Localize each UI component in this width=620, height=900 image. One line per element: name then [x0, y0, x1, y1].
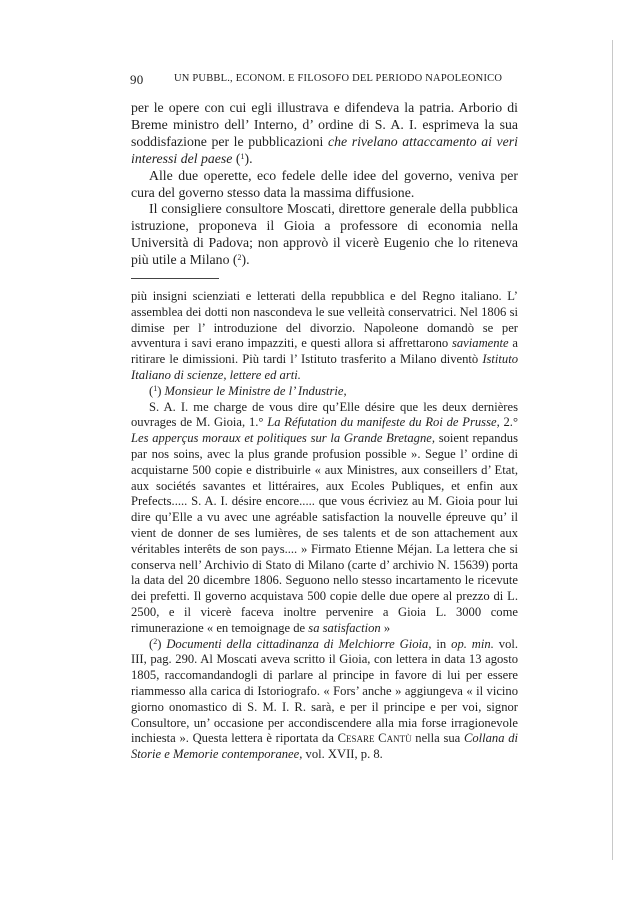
running-header [130, 72, 510, 92]
footnote-1: ($^1$) Monsieur le Ministre de l’ Industrie, [149, 383, 347, 398]
footnote-1-body: S. A. I. me charge de vous dire qu’Elle désire que les deux dernières ouvrages de M. Gioia, 1.° La Réfutation du manifeste du Roi de Prusse, 2.° Les apperçus moraux et politiques sur la Grande Bretagne, soient repandus par nos soins, avec la plus grande profusion possible ». Segue l’ ordine di acquistarne 500 copie e distribuirle « aux Ministres, aux conseillers d’ Etat, aux sociétés savantes et littéraires, aux Ecoles Publiques, et enfin aux Prefects..... S. A. I. désire encore..... que vous écriviez au M. Gioia pour lui dire qu’Elle a vu avec une agréable satisfaction la nouvelle épreuve qu’ il vient de donner de ses lumières, de ses talents et de son attachement aux véritables interêts de son pays.... » Firmato Etienne Méjan. La lettera che si conserva nell’ Archivio di Stato di Milano (carte d’ archivio N. 15639) porta la data del 20 dicembre 1806. Seguono nello stesso incartamento le ricevute dei prefetti. Il governo acquistava 500 copie delle due opere al prezzo di L. 2500, e il vicerè faceva inoltre pervenire a Gioia L. 3000 come rimunerazione « en temoignage de sa satisfaction » [131, 399, 518, 635]
author-name: Cesare Cantù [337, 731, 412, 746]
running-title: UN PUBBL., ECONOM. E FILOSOFO DEL PERIODO NAPOLEONICO [174, 73, 503, 84]
footnote-number-1: 1 [153, 383, 158, 393]
quoted-phrase: che rivelano attaccamento ai veri interessi del paese [131, 133, 518, 166]
paragraph-3: Il consigliere consultore Moscati, direttore generale della pubblica istruzione, proponeva il Gioia a professore di economia nella Università di Padova; non approvò il vicerè Eugenio che lo riteneva più utile a Milano ($^2$). [131, 201, 518, 268]
footnote-continuation: più insigni scienziati e letterati della repubblica e del Regno italiano. L’ assemblea dei dotti non nascondeva le sue velleità conservatrici. Nel 1806 si dimise per l’ introduzione del divorzio. Napoleone domandò se per avventura i savi erano impazziti, e questi allora si affrettarono saviamente a ritirare le dimissioni. Più tardi l’ Istituto trasferito a Milano diventò Istituto Italiano di scienze, lettere ed arti. [131, 289, 518, 382]
paragraph-1: per le opere con cui egli illustrava e difendeva la patria. Arborio di Breme ministro dell’ Interno, d’ ordine di S. A. I. esprimeva la sua soddisfazione per le pubblicazioni che rivelano attaccamento ai veri interessi del paese ($^1$). [131, 100, 518, 166]
paragraph-2: Alle due operette, eco fedele delle idee del governo, veniva per cura del governo stesso data la massima diffusione. [131, 167, 518, 200]
footnote-2: ($^2$) Documenti della cittadinanza di Melchiorre Gioia, in op. min. vol. III, pag. 290. Al Moscati aveva scritto il Gioia, con lettera in data 13 agosto 1805, raccomandandogli di parlare al principe in favore di lui per essere riammesso alla carica di Istoriografo. « Fors’ anche » aggiungeva « il vicino giorno onomastico di S. M. I. R. sarà, e per il principe e per voi, signor Consultore, un’ occasione per accondiscendere alla mia forse irragionevole inchiesta ». Questa lettera è riportata da Cesare Cantù nella sua Collana di Storie e Memorie contemporanee, vol. XVII, p. 8. [131, 636, 519, 762]
main-text [131, 100, 518, 269]
footnote-ref-2: 2 [237, 253, 242, 263]
page-edge-line [612, 40, 613, 860]
page-number: 90 [130, 72, 144, 87]
footnote-separator [131, 278, 219, 279]
footnote-ref-1: 1 [240, 151, 245, 161]
footnote-number-2: 2 [153, 636, 158, 646]
footnotes [131, 289, 518, 763]
